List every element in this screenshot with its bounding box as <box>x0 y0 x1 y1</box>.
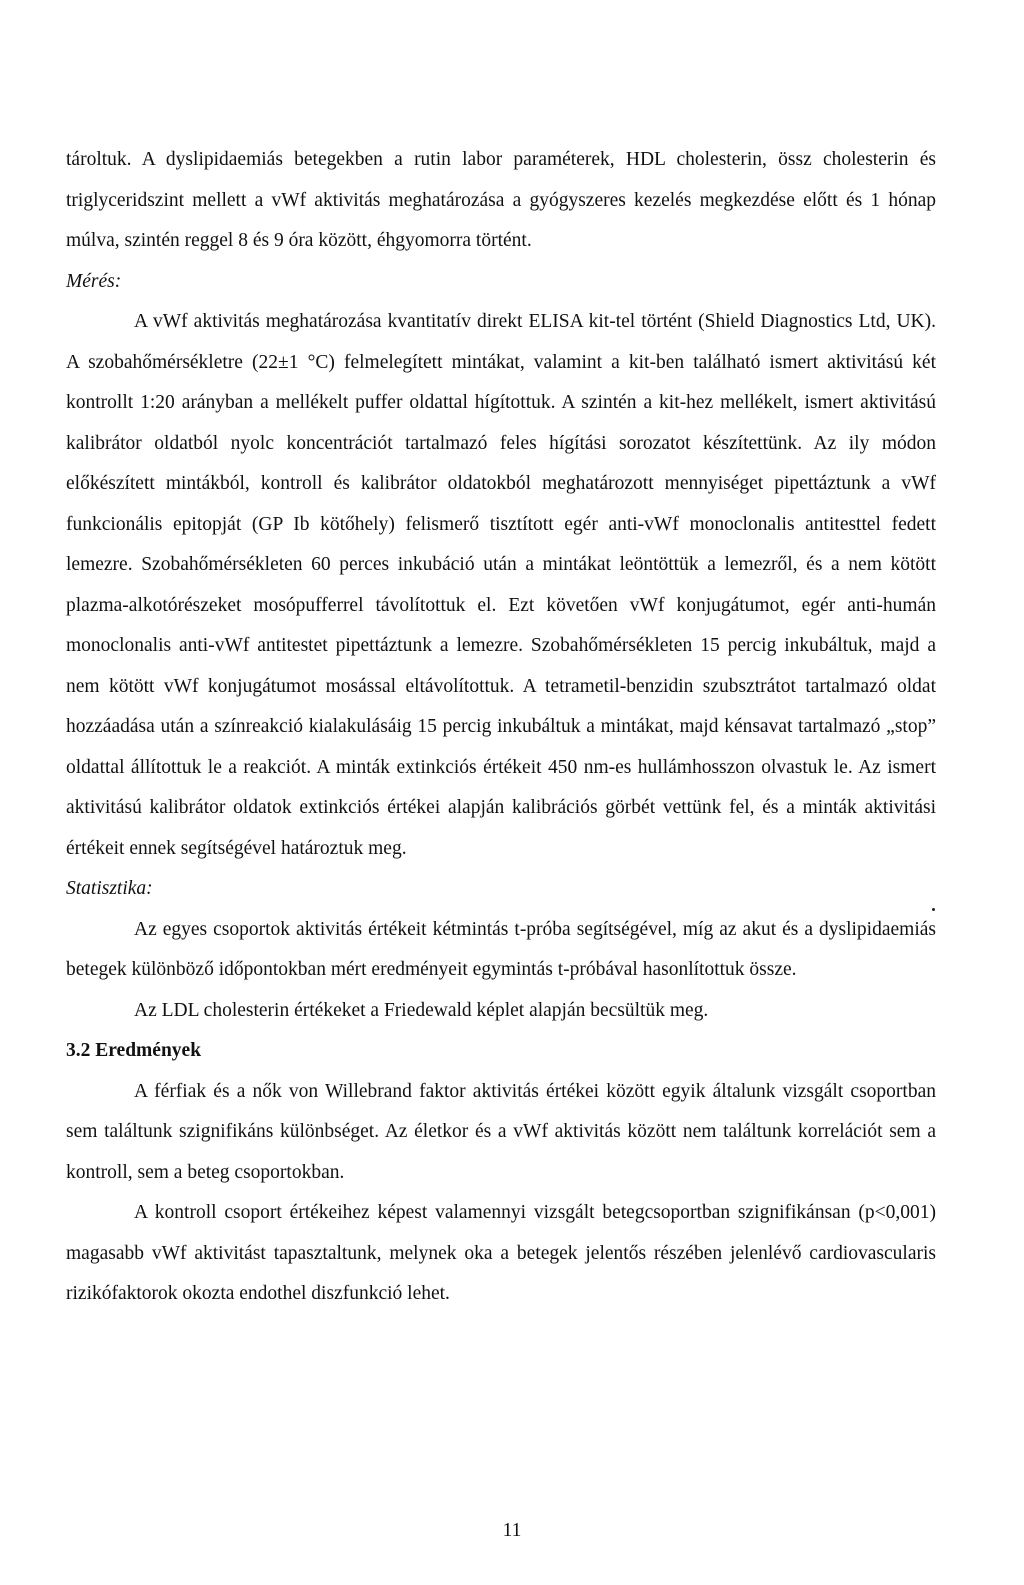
paragraph-ldl: Az LDL cholesterin értékeket a Friedewald képlet alapján becsültük meg. <box>134 999 709 1021</box>
subheading-meres: Mérés: <box>66 270 122 292</box>
page-number: 11 <box>502 1520 522 1541</box>
scan-speck <box>932 908 935 911</box>
paragraph-measurement: A vWf aktivitás meghatározása kvantitatív direkt ELISA kit-tel történt (Shield Diagnostics Ltd, UK). A szobahőmérsékletre (22±1 °C) felmelegített mintákat, valamint a kit-ben található ismert aktivitású két kontrollt 1:20 arányban a mellékelt puffer oldattal hígítottuk. A szintén a kit-hez mellékelt, ismert aktivitású kalibrátor oldatból nyolc koncentrációt tartalmazó feles hígítási sorozatot készítettünk. Az ily módon előkészített mintákból, kontroll és kalibrátor oldatokból meghatározott mennyiséget pipettáztunk a vWf funkcionális epitopját (GP Ib kötőhely) felismerő tisztított egér anti-vWf monoclonalis antitesttel fedett lemezre. Szobahőmérsékleten 60 perces inkubáció után a mintákat leöntöttük a lemezről, és a nem kötött plazma-alkotórészeket mosópufferrel távolítottuk el. Ezt követően vWf konjugátumot, egér anti-humán monoclonalis anti-vWf antitestet pipettáztunk a lemezre. Szobahőmérsékleten 15 percig inkubáltuk, majd a nem kötött vWf konjugátumot mosással eltávolítottuk. A tetrametil-benzidin szubsztrátot tartalmazó oldat hozzáadása után a színreakció kialakulásáig 15 percig inkubáltuk a mintákat, majd kénsavat tartalmazó „stop” oldattal állítottuk le a reakciót. A minták extinkciós értékeit 450 nm-es hullámhosszon olvastuk le. Az ismert aktivitású kalibrátor oldatok extinkciós értékei alapján kalibrációs görbét vettünk fel, és a minták aktivitási értékeit ennek segítségével határoztuk meg. <box>66 311 936 859</box>
document-body <box>66 140 936 1315</box>
paragraph-results-2: A kontroll csoport értékeihez képest valamennyi vizsgált betegcsoportban szignifikánsan (p<0,001) magasabb vWf aktivitást tapasztaltunk, melynek oka a betegek jelentős részében jelenlévő cardiovascularis rizikófaktorok okozta endothel diszfunkció lehet. <box>66 1202 936 1304</box>
paragraph-statistics: Az egyes csoportok aktivitás értékeit kétmintás t-próba segítségével, míg az akut és a dyslipidaemiás betegek különböző időpontokban mért eredményeit egymintás t-próbával hasonlítottuk össze. <box>66 918 936 980</box>
section-title-results: 3.2 Eredmények <box>66 1040 202 1061</box>
paragraph-methods-intro: tároltuk. A dyslipidaemiás betegekben a rutin labor paraméterek, HDL cholesterin, össz cholesterin és triglyceridszint mellett a vWf aktivitás meghatározása a gyógyszeres kezelés megkezdése előtt és 1 hónap múlva, szintén reggel 8 és 9 óra között, éhgyomorra történt. <box>66 149 936 251</box>
paragraph-results-1: A férfiak és a nők von Willebrand faktor aktivitás értékei között egyik általunk vizsgált csoportban sem találtunk szignifikáns különbséget. Az életkor és a vWf aktivitás között nem találtunk korrelációt sem a kontroll, sem a beteg csoportokban. <box>66 1080 936 1183</box>
subheading-statisztika: Statisztika: <box>66 878 153 899</box>
